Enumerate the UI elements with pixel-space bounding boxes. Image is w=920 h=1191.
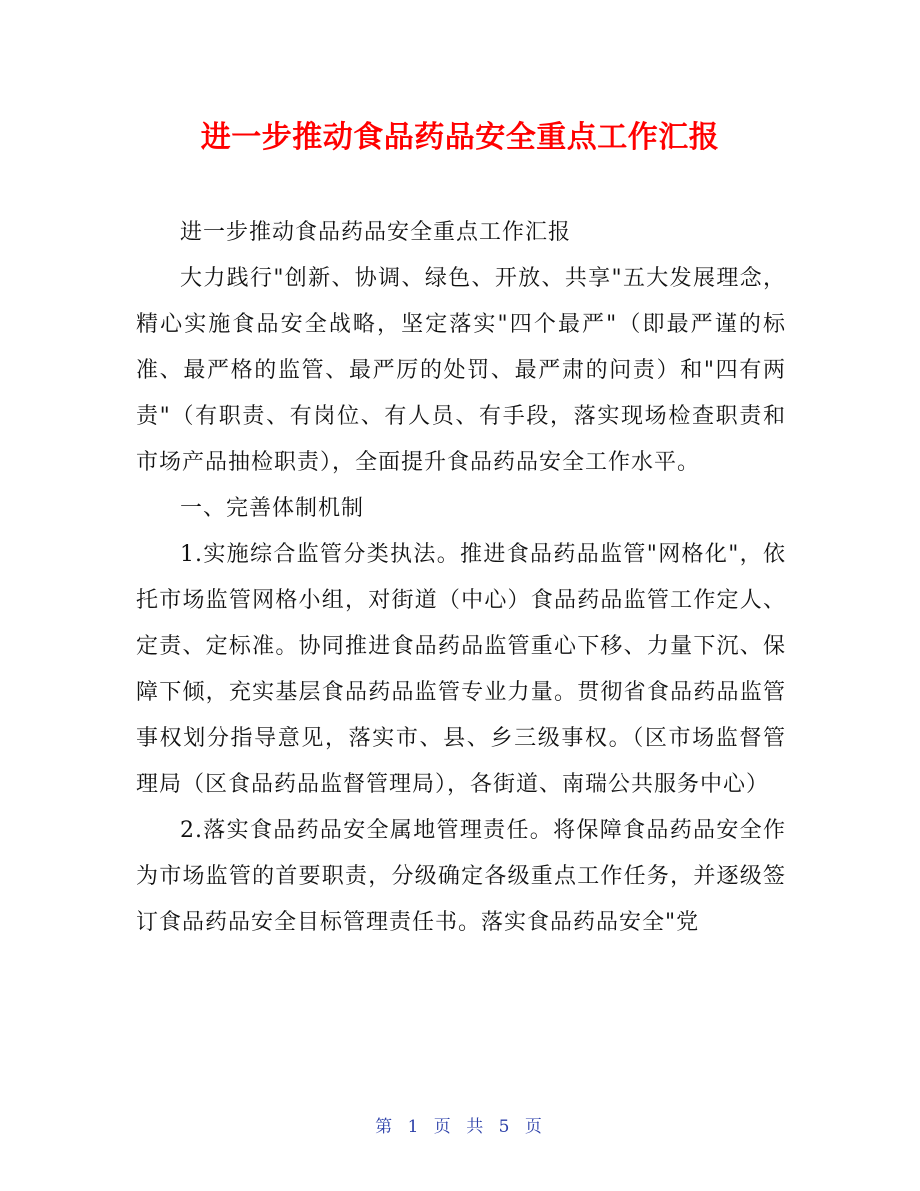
document-title: 进一步推动食品药品安全重点工作汇报 bbox=[200, 120, 720, 155]
document-body bbox=[136, 210, 786, 946]
page-number-footer: 第 1 页 共 5 页 bbox=[375, 1117, 545, 1137]
paragraph-item-1: 1.实施综合监管分类执法。推进食品药品监管"网格化"，依托市场监管网格小组，对街道（中心）食品药品监管工作定人、定责、定标准。协同推进食品药品监管重心下移、力量下沉、保障下倾，充实基层食品药品监管专业力量。贯彻省食品药品监管事权划分指导意见，落实市、县、乡三级事权。（区市场监督管理局（区食品药品监督管理局），各街道、南瑞公共服务中心） bbox=[136, 542, 786, 797]
paragraph-subtitle: 进一步推动食品药品安全重点工作汇报 bbox=[180, 220, 572, 245]
paragraph-intro: 大力践行"创新、协调、绿色、开放、共享"五大发展理念，精心实施食品安全战略，坚定落实"四个最严"（即最严谨的标准、最严格的监管、最严厉的处罚、最严肃的问责）和"四有两责"（有职责、有岗位、有人员、有手段，落实现场检查职责和市场产品抽检职责），全面提升食品药品安全工作水平。 bbox=[136, 266, 786, 475]
paragraph-item-2: 2.落实食品药品安全属地管理责任。将保障食品药品安全作为市场监管的首要职责，分级确定各级重点工作任务，并逐级签订食品药品安全目标管理责任书。落实食品药品安全"党 bbox=[136, 818, 786, 935]
section-heading: 一、完善体制机制 bbox=[180, 496, 365, 521]
